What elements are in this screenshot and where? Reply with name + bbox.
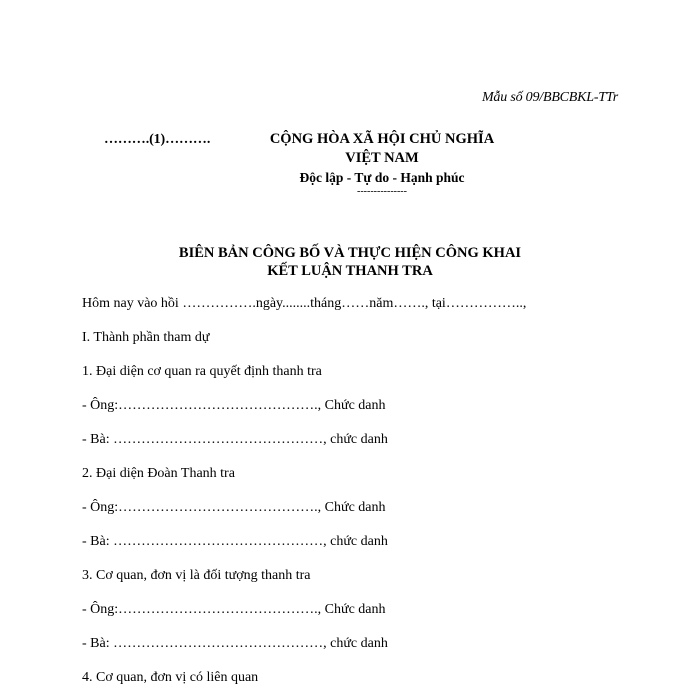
form-code: Mẫu số 09/BBCBKL-TTr	[481, 90, 618, 105]
title-line-1: BIÊN BẢN CÔNG BỐ VÀ THỰC HIỆN CÔNG KHAI	[178, 245, 522, 261]
document-title	[120, 244, 580, 280]
national-motto: Độc lập - Tự do - Hạnh phúc	[299, 170, 465, 185]
intro-line: Hôm nay vào hồi …………….ngày........tháng……năm……., tại……………..,	[82, 296, 527, 311]
heading-rule: ---------------	[357, 186, 407, 197]
item-2-ba-line: - Bà: ………………………………………, chức danh	[82, 534, 388, 549]
item-1-ba-line: - Bà: ………………………………………, chức danh	[82, 432, 388, 447]
item-4-heading: 4. Cơ quan, đơn vị có liên quan	[82, 670, 259, 685]
item-2-ong-line: - Ông:……………………………………., Chức danh	[82, 500, 386, 515]
item-2-heading: 2. Đại diện Đoàn Thanh tra	[82, 466, 235, 481]
item-3-ba-line: - Bà: ………………………………………, chức danh	[82, 636, 388, 651]
item-1-ong-line: - Ông:……………………………………., Chức danh	[82, 398, 386, 413]
section-heading-participants: I. Thành phần tham dự	[82, 330, 210, 345]
country-name-line-2: VIỆT NAM	[345, 150, 419, 166]
item-3-heading: 3. Cơ quan, đơn vị là đối tượng thanh tra	[82, 568, 311, 583]
item-1-heading: 1. Đại diện cơ quan ra quyết định thanh tra	[82, 364, 322, 379]
country-name-line-1: CỘNG HÒA XÃ HỘI CHỦ NGHĨA	[269, 131, 495, 147]
national-heading	[232, 130, 532, 197]
item-3-ong-line: - Ông:……………………………………., Chức danh	[82, 602, 386, 617]
agency-placeholder: ……….(1)……….	[104, 132, 211, 147]
title-line-2: KẾT LUẬN THANH TRA	[267, 263, 433, 279]
